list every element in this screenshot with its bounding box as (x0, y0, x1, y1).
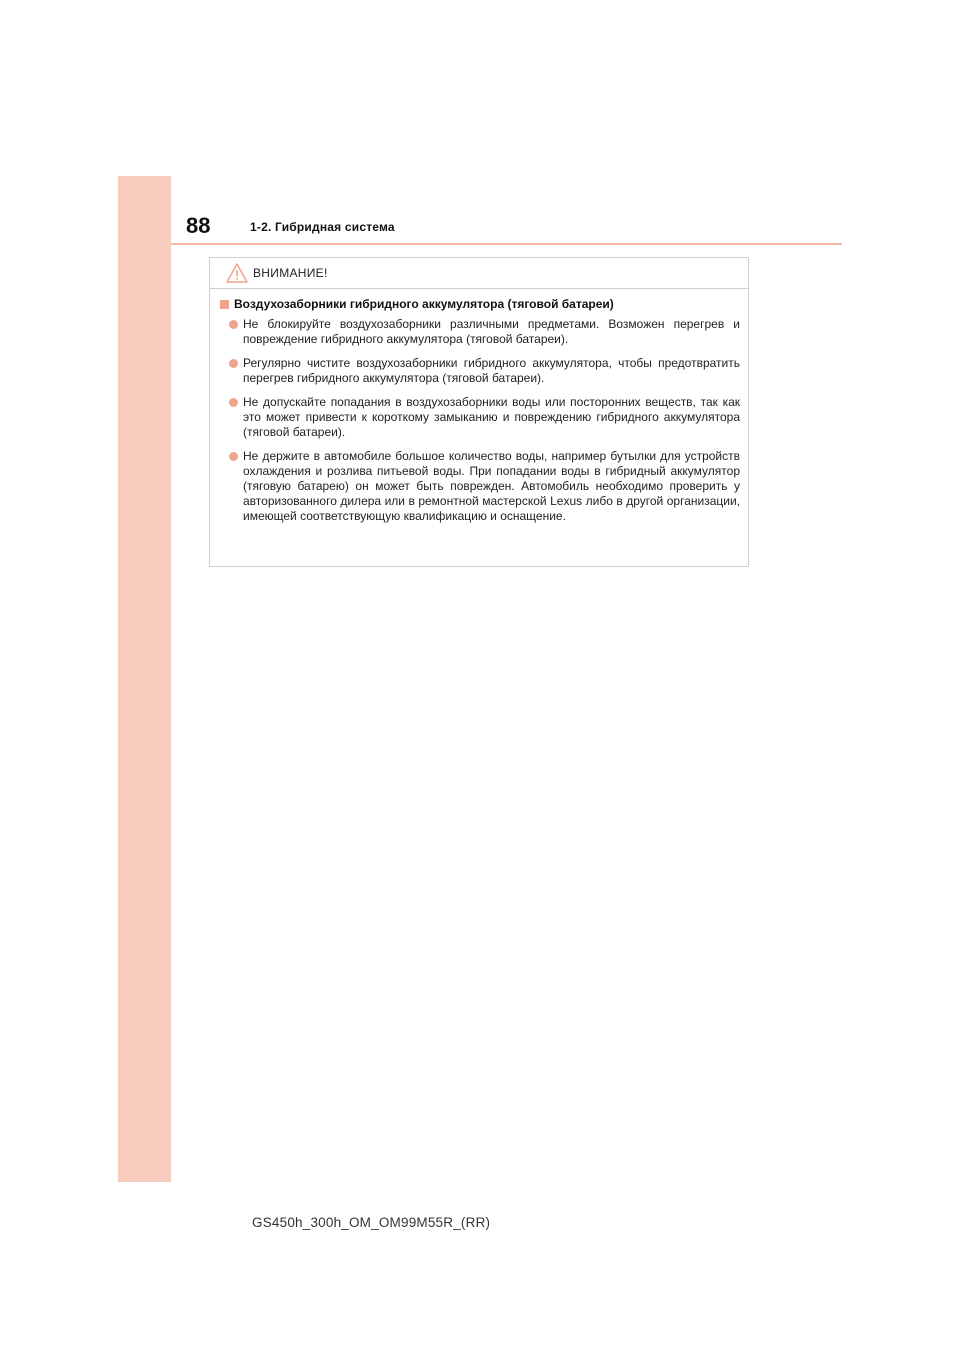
warning-list (220, 317, 740, 524)
list-item (228, 356, 740, 386)
list-item (228, 449, 740, 524)
list-item-text: Не блокируйте воздухозаборники различными предметами. Возможен перегрев и повреждение гибридного аккумулятора (тяговой батареи). (243, 317, 740, 346)
side-color-band (118, 176, 171, 1182)
list-item (228, 317, 740, 347)
section-title: 1-2. Гибридная система (250, 220, 395, 234)
round-bullet-icon (229, 359, 238, 368)
header-divider (171, 243, 842, 245)
warning-subheading (220, 297, 740, 311)
list-item-text: Регулярно чистите воздухозаборники гибридного аккумулятора, чтобы предотвратить перегрев гибридного аккумулятора (тяговой батареи). (243, 356, 740, 385)
round-bullet-icon (229, 320, 238, 329)
list-item-text: Не держите в автомобиле большое количество воды, например бутылки для устройств охлаждения и розлива питьевой воды. При попадании воды в гибридный аккумулятор (тяговую батарею) он может быть поврежден. Автомобиль необходимо проверить у авторизованного дилера или в ремонтной мастерской Lexus либо в другой организации, имеющей соответствующую квалификацию и оснащение. (243, 449, 740, 523)
document-code: GS450h_300h_OM_OM99M55R_(RR) (252, 1215, 491, 1230)
round-bullet-icon (229, 398, 238, 407)
warning-triangle-icon (226, 263, 248, 283)
list-item (228, 395, 740, 440)
warning-subheading-text: Воздухозаборники гибридного аккумулятора (тяговой батареи) (234, 297, 614, 311)
warning-box (209, 257, 749, 567)
round-bullet-icon (229, 452, 238, 461)
square-bullet-icon (220, 300, 229, 309)
list-item-text: Не допускайте попадания в воздухозаборники воды или посторонних веществ, так как это может привести к короткому замыканию и повреждению гибридного аккумулятора (тяговой батареи). (243, 395, 740, 439)
warning-body (210, 289, 748, 524)
warning-label: ВНИМАНИЕ! (253, 266, 328, 280)
page-number: 88 (186, 213, 211, 238)
warning-header (210, 258, 748, 289)
